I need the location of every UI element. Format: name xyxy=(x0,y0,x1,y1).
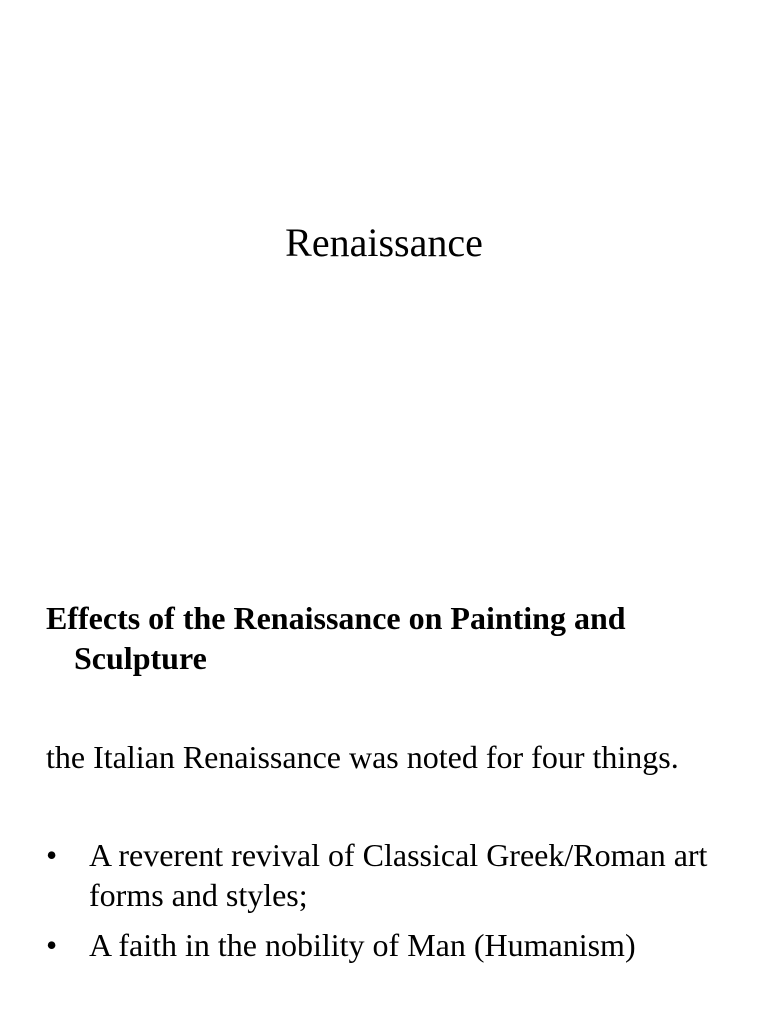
intro-text: the Italian Renaissance was noted for four things. xyxy=(46,739,679,775)
bullet-text: A reverent revival of Classical Greek/Roman art forms and styles; xyxy=(89,837,708,913)
bullet-list xyxy=(46,835,736,975)
bullet-icon: • xyxy=(46,927,58,963)
slide-title: Renaissance xyxy=(285,220,483,265)
list-item xyxy=(46,925,736,965)
bullet-text: A faith in the nobility of Man (Humanism) xyxy=(89,927,636,963)
bullet-icon: • xyxy=(46,837,58,873)
section-heading: Effects of the Renaissance on Painting and Sculpture xyxy=(46,600,626,676)
list-item xyxy=(46,835,736,915)
